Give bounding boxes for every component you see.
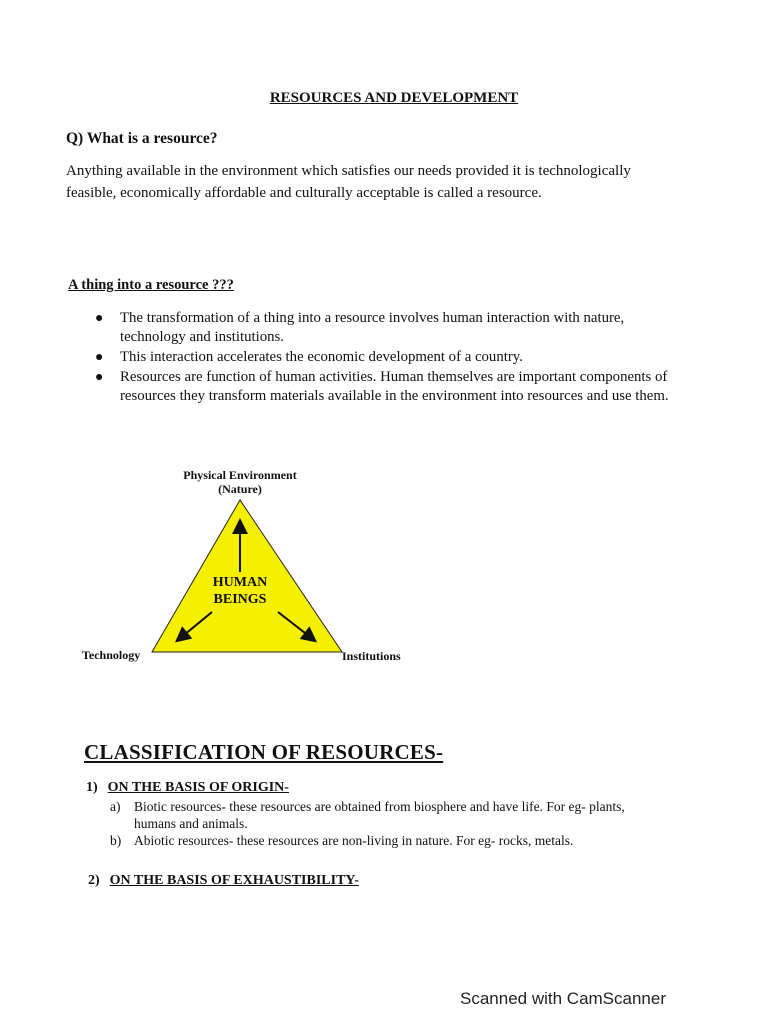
section-number: 1) xyxy=(86,780,98,795)
list-text: Abiotic resources- these resources are non-living in nature. For eg- rocks, metals. xyxy=(134,833,574,848)
section-label: ON THE BASIS OF EXHAUSTIBILITY- xyxy=(109,873,359,888)
resource-triangle-diagram xyxy=(70,462,450,672)
bullet-item xyxy=(92,368,692,406)
diagram-center-line2: BEINGS xyxy=(213,592,267,607)
camscanner-watermark: Scanned with CamScanner xyxy=(460,989,667,1008)
section-origin-heading xyxy=(86,780,289,796)
list-marker: a) xyxy=(110,799,121,814)
section-exhaustibility-heading xyxy=(88,873,359,889)
bullet-icon: ● xyxy=(95,311,104,326)
definition-paragraph: Anything available in the environment which satisfies our needs provided it is technologically feasible, economically affordable and culturally acceptable is called a resource. xyxy=(66,163,631,201)
diagram-center-line1: HUMAN xyxy=(212,575,268,590)
triangle-graphic xyxy=(70,462,450,672)
bullet-item xyxy=(92,309,692,347)
diagram-top-label-line2: (Nature) xyxy=(218,482,262,496)
bullet-text: Resources are function of human activities. Human themselves are important components of resources they transform materials available in the environment into resources and use them. xyxy=(120,369,669,404)
diagram-center-label xyxy=(190,574,290,608)
diagram-top-label-line1: Physical Environment xyxy=(183,468,297,482)
section-number: 2) xyxy=(88,873,100,888)
origin-sublist xyxy=(110,798,670,849)
list-text: Biotic resources- these resources are obtained from biosphere and have life. For eg- plants, humans and animals. xyxy=(134,799,625,831)
classification-heading: CLASSIFICATION OF RESOURCES- xyxy=(84,740,444,764)
list-item xyxy=(110,798,670,832)
bullet-icon: ● xyxy=(95,350,104,365)
list-marker: b) xyxy=(110,833,122,848)
bullet-icon: ● xyxy=(95,370,104,385)
bullet-list xyxy=(92,309,692,407)
subheading: A thing into a resource ??? xyxy=(68,277,234,293)
page-title: RESOURCES AND DEVELOPMENT xyxy=(269,90,519,106)
section-label: ON THE BASIS OF ORIGIN- xyxy=(107,780,289,795)
list-item xyxy=(110,832,670,849)
diagram-right-label: Institutions xyxy=(342,649,401,663)
bullet-item xyxy=(92,348,692,367)
question-heading: Q) What is a resource? xyxy=(66,130,218,147)
bullet-text: The transformation of a thing into a resource involves human interaction with nature, technology and institutions. xyxy=(120,310,625,345)
bullet-text: This interaction accelerates the economic development of a country. xyxy=(120,349,523,365)
diagram-left-label: Technology xyxy=(82,648,141,662)
